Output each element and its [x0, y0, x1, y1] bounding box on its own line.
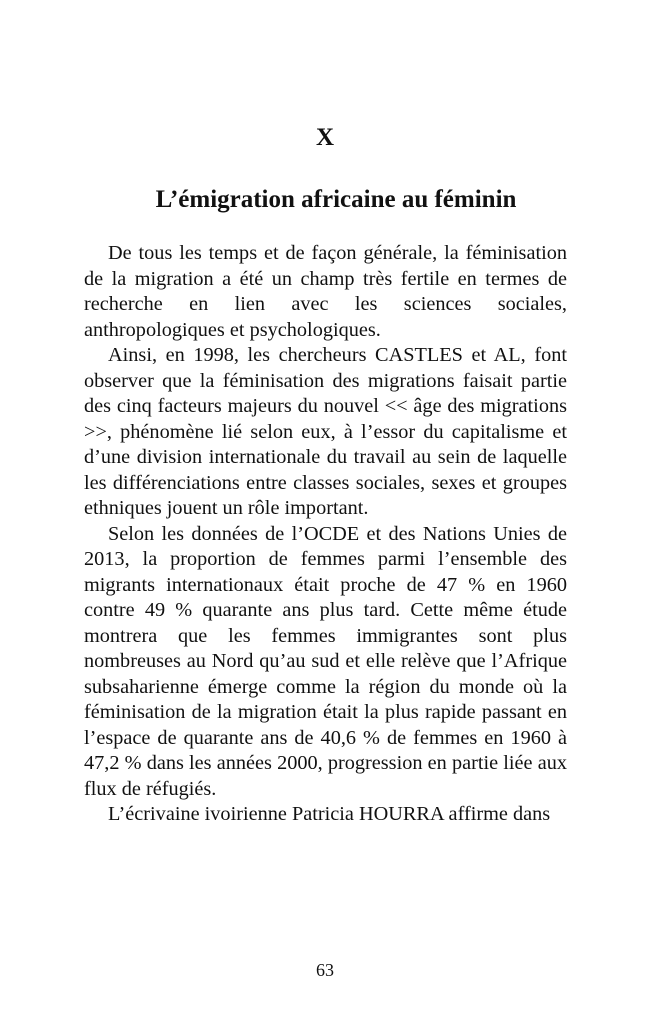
paragraph: Ainsi, en 1998, les chercheurs CASTLES et AL, font observer que la féminisation des migrations faisait partie des cinq facteurs majeurs du nouvel << âge des migrations >>, phénomène lié selon eux, à l’essor du capitalisme et d’une division internationale du travail au sein de laquelle les différenciations entre classes sociales, sexes et groupes ethniques jouent un rôle important. — [84, 344, 567, 519]
page-number: 63 — [316, 960, 334, 980]
body-text — [84, 241, 567, 828]
paragraph: L’écrivaine ivoirienne Patricia HOURRA affirme dans — [108, 803, 551, 825]
paragraph: De tous les temps et de façon générale, la féminisation de la migration a été un champ très fertile en termes de recherche en lien avec les sciences sociales, anthropologiques et psychologiques. — [84, 242, 567, 341]
chapter-number: X — [315, 124, 335, 151]
chapter-title: L’émigration africaine au féminin — [155, 186, 517, 213]
paragraph: Selon les données de l’OCDE et des Nations Unies de 2013, la proportion de femmes parmi l’ensemble des migrants internationaux était proche de 47 % en 1960 contre 49 % quarante ans plus tard. Cette même étude montrera que les femmes immigrantes sont plus nombreuses au Nord qu’au sud et elle relève que l’Afrique subsaharienne émerge comme la région du monde où la féminisation de la migration était la plus rapide passant en l’espace de quarante ans de 40,6 % de femmes en 1960 à 47,2 % dans les années 2000, progression en partie liée aux flux de réfugiés. — [84, 522, 567, 800]
